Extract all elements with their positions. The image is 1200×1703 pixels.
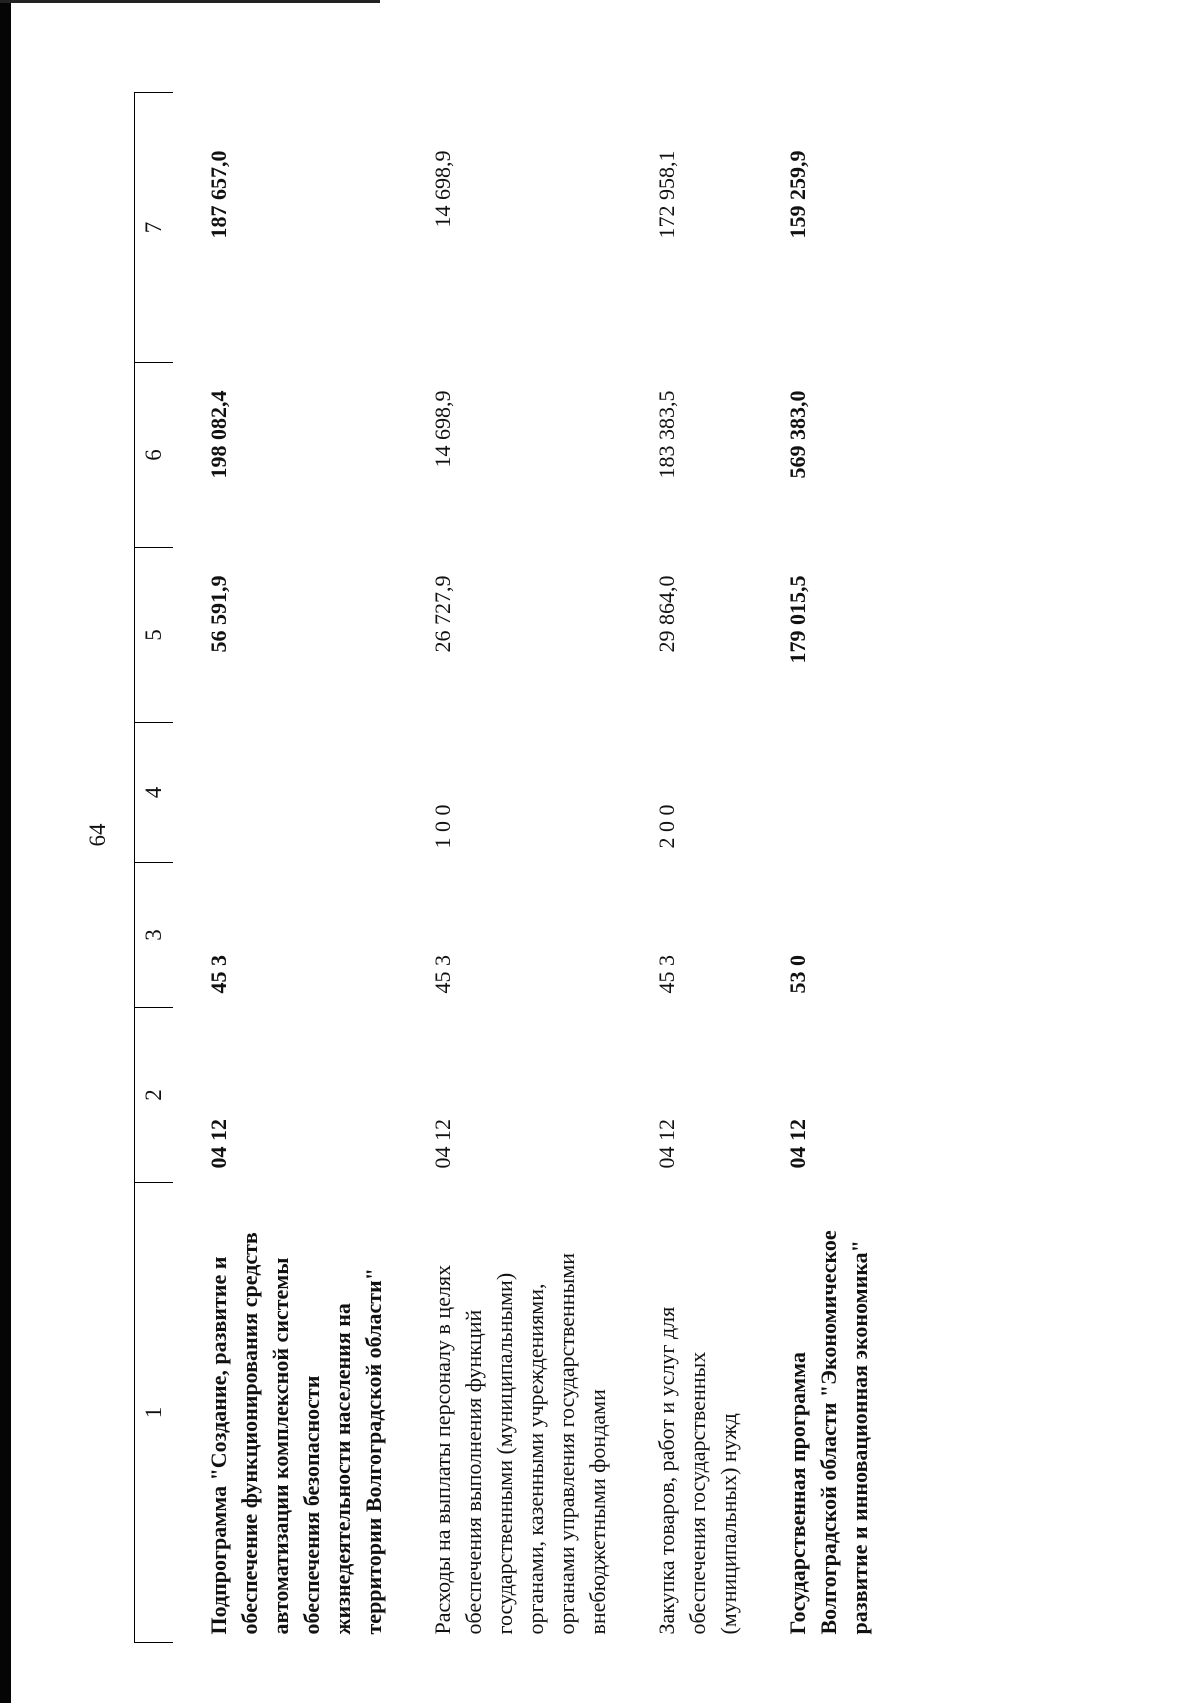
row-section: 04 12 — [654, 1119, 679, 1169]
page-number: 64 — [85, 823, 110, 847]
header-col-1: 1 — [135, 1183, 174, 1643]
row-target: 45 3 — [430, 955, 455, 994]
table-row — [427, 93, 651, 1643]
row-name: Расходы на выплаты персоналу в целях обеспечения выполнения функций государственными (муниципальными) органами, казенными учреждениями, органами управления государственными внебюджетными фондами — [430, 1252, 610, 1635]
row-year3: 14 698,9 — [430, 150, 455, 228]
row-year2: 569 383,0 — [785, 390, 810, 479]
budget-table — [134, 92, 875, 1643]
row-expense-type: 2 0 0 — [654, 804, 679, 849]
row-year3: 159 259,9 — [785, 150, 810, 239]
budget-table-sheet — [134, 93, 1170, 1643]
row-name: Подпрограмма "Создание, развитие и обеспечение функционирования средств автоматизации комплексной системы обеспечения безопасности жизнедеятельности населения на территории Волгоградской области" — [206, 1232, 386, 1635]
row-name: Закупка товаров, работ и услуг для обеспечения государственных (муниципальных) нужд — [654, 1306, 741, 1635]
row-target: 45 3 — [206, 955, 231, 994]
row-year2: 14 698,9 — [430, 390, 455, 468]
scan-edge-top — [0, 0, 380, 3]
table-row — [782, 93, 875, 1643]
row-year2: 183 383,5 — [654, 390, 679, 479]
row-expense-type — [782, 723, 875, 863]
row-year1: 179 015,5 — [785, 575, 810, 664]
header-col-2: 2 — [135, 1008, 174, 1183]
row-year2: 198 082,4 — [206, 390, 231, 479]
row-section: 04 12 — [785, 1119, 810, 1169]
row-section: 04 12 — [430, 1119, 455, 1169]
row-expense-type: 1 0 0 — [430, 804, 455, 849]
row-target: 53 0 — [785, 955, 810, 994]
scan-edge-left — [0, 0, 11, 1703]
row-expense-type — [173, 723, 427, 863]
header-col-5: 5 — [135, 548, 174, 723]
row-year3: 172 958,1 — [654, 150, 679, 239]
table-row — [651, 93, 782, 1643]
header-col-7: 7 — [135, 93, 174, 363]
row-year1: 29 864,0 — [654, 575, 679, 653]
row-year1: 56 591,9 — [206, 575, 231, 653]
header-col-4: 4 — [135, 723, 174, 863]
row-target: 45 3 — [654, 955, 679, 994]
row-section: 04 12 — [206, 1119, 231, 1169]
row-year1: 26 727,9 — [430, 575, 455, 653]
header-row — [135, 93, 174, 1643]
row-year3: 187 657,0 — [206, 150, 231, 239]
header-col-6: 6 — [135, 363, 174, 548]
table-row — [173, 93, 427, 1643]
header-col-3: 3 — [135, 863, 174, 1008]
row-name: Государственная программа Волгоградской области "Экономическое развитие и инновационная экономика" — [785, 1230, 872, 1635]
